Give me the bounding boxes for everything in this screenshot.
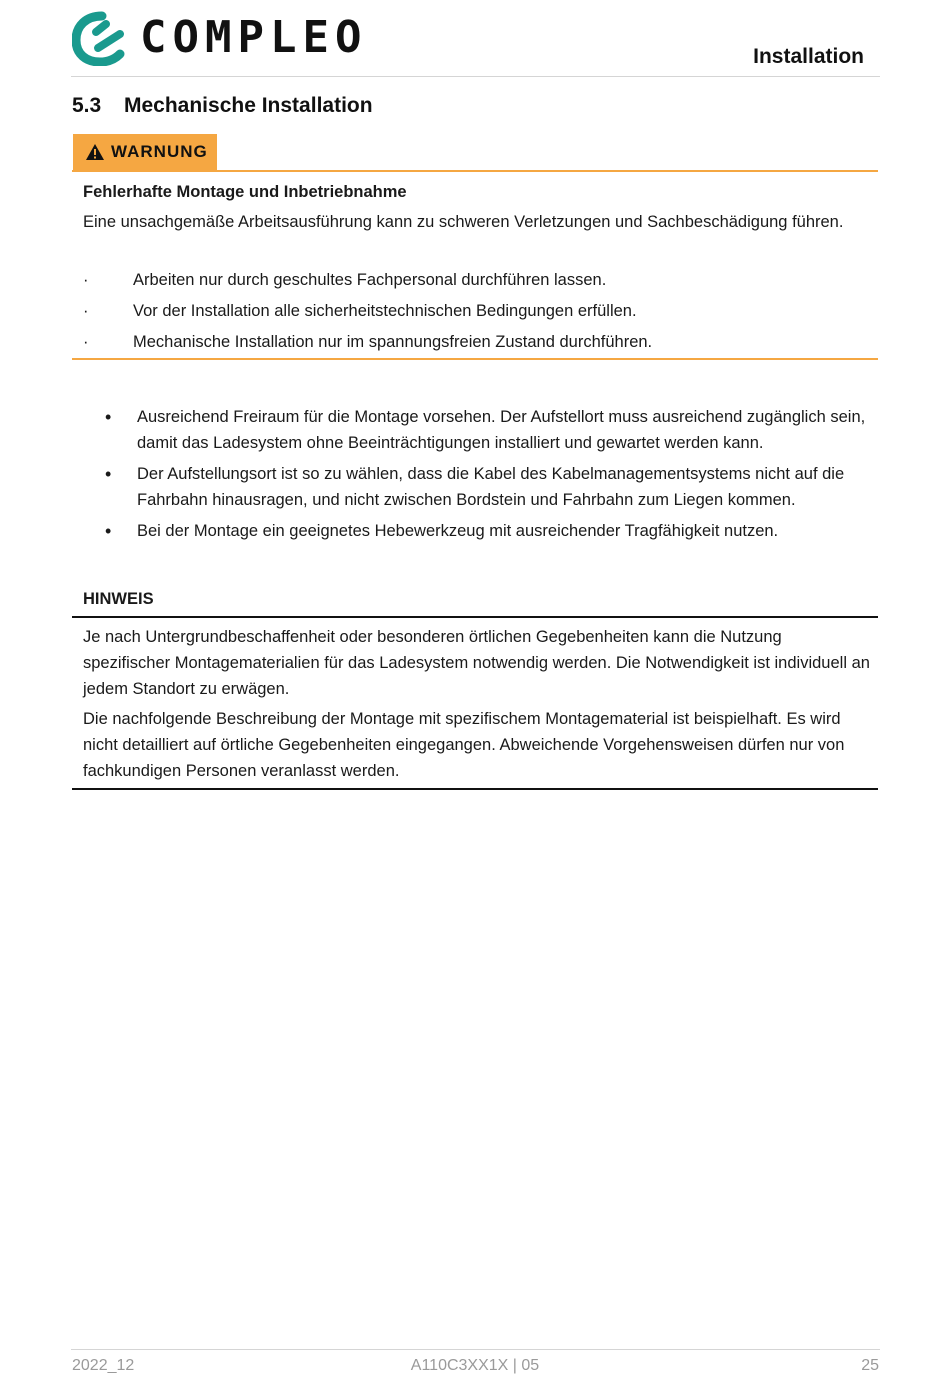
warning-item-text: Vor der Installation alle sicherheitstechnischen Bedingungen erfüllen. [133, 302, 637, 320]
bullet-dot: • [105, 464, 112, 484]
warning-item-text: Mechanische Installation nur im spannungsfreien Zustand durchführen. [133, 333, 653, 351]
bullet-dot: • [105, 407, 112, 427]
bullet-dot: · [83, 333, 89, 351]
warning-bottom-rule [72, 358, 878, 360]
notice-title: HINWEIS [83, 590, 154, 608]
list-item-text: Bei der Montage ein geeignetes Hebewerkzeug mit ausreichender Tragfähigkeit nutzen. [137, 522, 779, 540]
notice-top-rule [72, 616, 878, 618]
chapter-title: Installation [753, 45, 864, 68]
footer-date: 2022_12 [72, 1357, 135, 1374]
section-heading [72, 94, 373, 118]
notice-paragraph: Die nachfolgende Beschreibung der Montage mit spezifischem Montagematerial ist beispielhaft. Es wird nicht detailliert auf örtliche Gegebenheiten eingegangen. Abweichende Vorgehensweisen dürfen nur von fachkundigen Personen veranlasst werden. [83, 710, 845, 780]
warning-item-text: Arbeiten nur durch geschultes Fachpersonal durchführen lassen. [133, 271, 607, 289]
notice-bottom-rule [72, 788, 878, 790]
footer-divider [71, 1349, 880, 1350]
logo-wordmark: COMPLEO [140, 12, 368, 63]
section-number: 5.3 [72, 94, 102, 117]
warning-text: Eine unsachgemäße Arbeitsausführung kann zu schweren Verletzungen und Sachbeschädigung führen. [83, 213, 844, 231]
bullet-dot: • [105, 521, 112, 541]
header-divider [71, 76, 880, 77]
section-title: Mechanische Installation [124, 94, 373, 117]
warning-title: Fehlerhafte Montage und Inbetriebnahme [83, 183, 407, 201]
list-item-text: Der Aufstellungsort ist so zu wählen, dass die Kabel des Kabelmanagementsystems nicht auf die Fahrbahn hinausragen, und nicht zwischen Bordstein und Fahrbahn zum Liegen kommen. [137, 465, 845, 509]
bullet-dot: · [83, 302, 89, 320]
footer-doc-id: A110C3XX1X | 05 [410, 1357, 540, 1374]
warning-triangle-icon [85, 143, 105, 161]
warning-tab [73, 134, 217, 170]
list-item-text: Ausreichend Freiraum für die Montage vorsehen. Der Aufstellort muss ausreichend zugänglich sein, damit das Ladesystem ohne Beeinträchtigungen installiert und gewartet werden kann. [137, 408, 866, 452]
warning-label: WARNUNG [111, 142, 208, 161]
warning-top-rule [72, 170, 878, 172]
bullet-dot: · [83, 271, 89, 289]
notice-paragraph: Je nach Untergrundbeschaffenheit oder besonderen örtlichen Gegebenheiten kann die Nutzung spezifischer Montagematerialien für das Ladesystem notwendig werden. Die Notwendigkeit ist individuell an jedem Standort zu erwägen. [83, 628, 870, 698]
compleo-logo-icon [72, 10, 132, 66]
page-number: 25 [861, 1357, 879, 1374]
